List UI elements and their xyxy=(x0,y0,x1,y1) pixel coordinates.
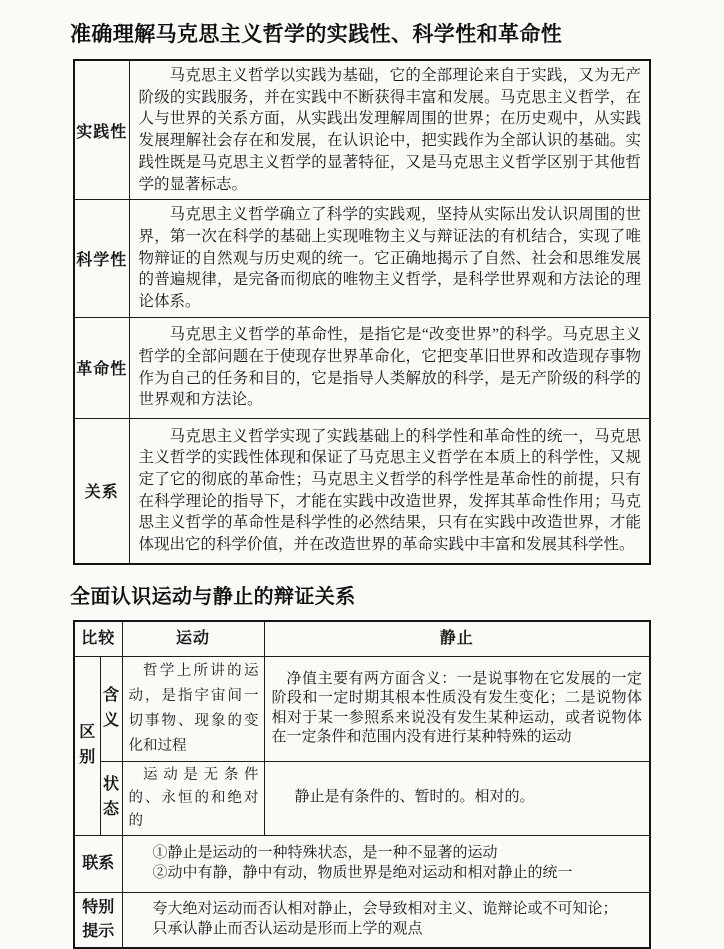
state-label-text: 状态 xyxy=(103,776,120,819)
row-label-relationship: 关系 xyxy=(74,418,129,564)
table2-row-special-note xyxy=(74,892,650,948)
meaning-label-text: 含义 xyxy=(103,686,120,729)
row-label-state xyxy=(100,761,122,835)
motion-stillness-table xyxy=(73,620,651,949)
table2-row-meaning xyxy=(74,656,650,761)
marxist-philosophy-table xyxy=(73,59,651,565)
distinction-label-text: 区别 xyxy=(79,723,96,766)
row-label-special-note xyxy=(74,892,122,948)
connection-item-2: ②动中有静，静中有动，物质世界是绝对运动和相对静止的统一 xyxy=(152,864,573,881)
row-text-scientific: 马克思主义哲学确立了科学的实践观，坚持从实际出发认识周围的世界，第一次在科学的基础上实现唯物主义与辩证法的有机结合，实现了唯物辩证的自然观与历史观的统一。它正确地揭示了自然、社会和思维发展的普遍规律，是完备而彻底的唯物主义哲学，是科学世界观和方法论的理论体系。 xyxy=(129,200,650,318)
state-motion-text: 运动是无条件的、永恒的和绝对的 xyxy=(122,761,264,835)
header-compare: 比较 xyxy=(74,621,122,657)
meaning-stillness-text: 净值主要有两方面含义：一是说事物在它发展的一定阶段和一定时期其根本性质没有发生变化；二是说物体相对于某一参照系来说没有发生某种运动，或者说物体在一定条件和范围内没有进行某种特殊的运动 xyxy=(264,656,650,761)
section1-title: 准确理解马克思主义哲学的实践性、科学性和革命性 xyxy=(70,23,563,46)
row-text-revolutionary: 马克思主义哲学的革命性，是指它是“改变世界”的科学。马克思主义哲学的全部问题在于使现存世界革命化，它把变革旧世界和改造现存事物作为自己的任务和目的，它是指导人类解放的科学，是无产阶级的科学的世界观和方法论。 xyxy=(129,317,650,418)
row-label-practicality: 实践性 xyxy=(74,60,129,200)
row-text-relationship: 马克思主义哲学实现了实践基础上的科学性和革命性的统一，马克思主义哲学的实践性体现和保证了马克思主义哲学在本质上的科学性，又规定了它的彻底的革命性；马克思主义哲学的科学性是革命性的前提，只有在科学理论的指导下，才能在实践中改造世界，发挥其革命性作用；马克思主义哲学的革命性是科学性的必然结果，只有在实践中改造世界，才能体现出它的科学价值，并在改造世界的革命实践中丰富和发展其科学性。 xyxy=(129,418,650,564)
header-motion: 运动 xyxy=(122,621,264,657)
section2-title: 全面认识运动与静止的辩证关系 xyxy=(70,585,356,608)
row-label-revolutionary: 革命性 xyxy=(74,317,129,418)
row-label-distinction xyxy=(74,656,100,835)
table2-row-state xyxy=(74,761,650,835)
special-note-text xyxy=(122,892,650,948)
connection-item-1: ①静止是运动的一种特殊状态，是一种不显著的运动 xyxy=(152,845,498,862)
special-note-label-text: 特别提示 xyxy=(82,898,115,940)
state-stillness-text: 静止是有条件的、暂时的。相对的。 xyxy=(264,761,650,835)
row-label-connection: 联系 xyxy=(74,835,122,892)
table-row-relationship xyxy=(74,418,650,564)
header-stillness: 静止 xyxy=(264,621,650,657)
special-note-item-1: 夸大绝对运动而否认相对静止，会导致相对主义、诡辩论或不可知论； xyxy=(152,901,618,918)
connection-text xyxy=(122,835,650,892)
meaning-motion-text: 哲学上所讲的运动，是指宇宙间一切事物、现象的变化和过程 xyxy=(122,656,264,761)
row-text-practicality: 马克思主义哲学以实践为基础，它的全部理论来自于实践，又为无产阶级的实践服务，并在实践中不断获得丰富和发展。马克思主义哲学，在人与世界的关系方面，从实践出发理解周围的世界；在历史观中，从实践发展理解社会存在和发展，在认识论中，把实践作为全部认识的基础。实践性既是马克思主义哲学的显著特征，又是马克思主义哲学区别于其他哲学的显著标志。 xyxy=(129,60,650,200)
special-note-item-2: 只承认静止而否认运动是形而上学的观点 xyxy=(152,920,423,937)
row-label-scientific: 科学性 xyxy=(74,200,129,318)
row-label-meaning xyxy=(100,656,122,761)
table-row-practicality xyxy=(74,60,650,200)
table-row-scientific xyxy=(74,200,650,318)
table2-header-row xyxy=(74,621,650,657)
table2-row-connection xyxy=(74,835,650,892)
table-row-revolutionary xyxy=(74,317,650,418)
